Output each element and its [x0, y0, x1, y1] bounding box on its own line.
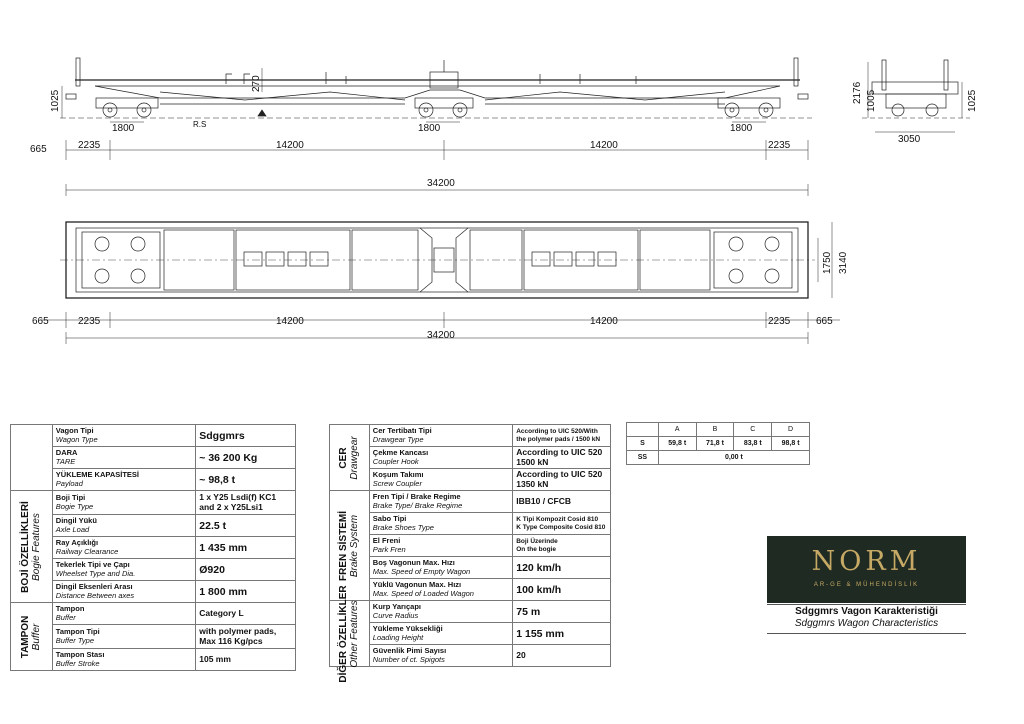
brake-type-value: IBB10 / CFCB: [513, 491, 611, 513]
wagon-type-label-en: Wagon Type: [55, 434, 98, 444]
dim-14200-top-right: 14200: [590, 316, 618, 327]
top-view: [40, 222, 840, 344]
drawgear-type-label-tr: Cer Tertibatı Tipi: [372, 426, 432, 435]
load-header-a: A: [658, 423, 696, 437]
screw-coupler-label-en: Screw Coupler: [372, 478, 422, 488]
coupler-hook-label-en: Coupler Hook: [372, 456, 419, 466]
buffer-type-value: with polymer pads, Max 116 Kg/pcs: [196, 625, 296, 649]
load-header-d: D: [772, 423, 810, 437]
buffer-section-header: TAMPON Buffer: [11, 603, 53, 671]
buffer-stroke-value: 105 mm: [196, 649, 296, 671]
dim-2176-end: 2176: [852, 81, 863, 104]
wagon-characteristics-title: [767, 606, 966, 630]
brake-type-label-tr: Fren Tipi / Brake Regime: [372, 492, 461, 501]
spigots-label-en: Number of ct. Spigots: [372, 654, 445, 664]
title-en: Sdggmrs Wagon Characteristics: [794, 618, 939, 629]
tare-value: ~ 36 200 Kg: [196, 447, 296, 469]
dim-1025-side: 1025: [50, 89, 61, 112]
logo-name: NORM: [811, 546, 922, 577]
loading-height-label-en: Loading Height: [372, 632, 424, 642]
brake-shoes-label-en: Brake Shoes Type: [372, 522, 434, 532]
bogie-type-label-en: Bogie Type: [55, 501, 94, 511]
load-s-d: 98,8 t: [772, 437, 810, 451]
dim-14200-side-right: 14200: [590, 140, 618, 151]
axle-distance-value: 1 800 mm: [196, 581, 296, 603]
dim-665-top-right: 665: [816, 316, 833, 327]
dim-34200-top: 34200: [427, 330, 455, 341]
load-row-ss-label: SS: [627, 451, 659, 465]
spigots-label-tr: Güvenlik Pimi Sayısı: [372, 646, 447, 655]
load-ss-value: 0,00 t: [658, 451, 809, 465]
curve-radius-label-tr: Kurp Yarıçapı: [372, 602, 421, 611]
norm-logo: [767, 536, 966, 603]
drawgear-type-value: According to UIC 520/With the polymer pads / 1500 kN: [513, 425, 611, 447]
logo-tagline: AR-GE & MÜHENDİSLİK: [813, 582, 920, 588]
dim-2235-top-right: 2235: [768, 316, 791, 327]
buffer-label-tr: Tampon: [55, 604, 85, 613]
dim-1005-end: 1005: [866, 89, 877, 112]
brake-type-label-en: Brake Type/ Brake Regime: [372, 500, 463, 510]
load-header-blank: [627, 423, 659, 437]
wheelset-label-en: Wheelset Type and Dia.: [55, 568, 136, 578]
loaded-speed-label-en: Max. Speed of Loaded Wagon: [372, 588, 474, 598]
bogie-type-value: 1 x Y25 Lsdi(f) KC1 and 2 x Y25Lsi1: [196, 491, 296, 515]
rail-clearance-label-en: Railway Clearance: [55, 546, 119, 556]
end-view: [862, 60, 970, 132]
dim-1800-left: 1800: [112, 123, 135, 134]
spigots-value: 20: [513, 645, 611, 667]
coupler-hook-value: According to UIC 520 1500 kN: [513, 447, 611, 469]
curve-radius-value: 75 m: [513, 601, 611, 623]
title-tr: Sdggmrs Vagon Karakteristiği: [795, 606, 938, 617]
empty-speed-value: 120 km/h: [513, 557, 611, 579]
rail-clearance-label-tr: Ray Açıklığı: [55, 538, 99, 547]
dim-1025-end: 1025: [967, 89, 978, 112]
dim-1800-middle: 1800: [418, 123, 441, 134]
dim-34200-side: 34200: [427, 178, 455, 189]
dim-14200-top-left: 14200: [276, 316, 304, 327]
dim-270: 270: [251, 75, 262, 92]
buffer-value: Category L: [196, 603, 296, 625]
buffer-stroke-label-tr: Tampon Stası: [55, 650, 105, 659]
load-s-a: 59,8 t: [658, 437, 696, 451]
bogie-type-label-tr: Boji Tipi: [55, 493, 86, 502]
load-header-b: B: [696, 423, 734, 437]
park-brake-label-en: Park Fren: [372, 544, 406, 554]
axle-distance-label-en: Distance Between axes: [55, 590, 135, 600]
tare-label-tr: DARA: [55, 448, 78, 457]
dim-1750-top: 1750: [822, 251, 833, 274]
axle-distance-label-tr: Dingil Eksenleri Arası: [55, 582, 133, 591]
title-rule-bottom: [767, 633, 966, 634]
load-table: [626, 422, 810, 465]
rs-label: R.S: [193, 120, 207, 129]
bogie-left: [96, 98, 158, 117]
brake-shoes-label-tr: Sabo Tipi: [372, 514, 407, 523]
bogie-right: [718, 98, 780, 117]
axle-load-label-en: Axle Load: [55, 524, 90, 534]
wheelset-value: Ø920: [196, 559, 296, 581]
payload-label-tr: YÜKLEME KAPASİTESİ: [55, 470, 139, 479]
curve-radius-label-en: Curve Radius: [372, 610, 419, 620]
dim-3050-end: 3050: [898, 134, 921, 145]
payload-value: ~ 98,8 t: [196, 469, 296, 491]
rail-clearance-value: 1 435 mm: [196, 537, 296, 559]
other-section-header: DİĞER ÖZELLİKLER Other Features: [330, 601, 370, 667]
load-header-c: C: [734, 423, 772, 437]
buffer-type-label-en: Buffer Type: [55, 635, 95, 645]
wheelset-label-tr: Tekerlek Tipi ve Çapı: [55, 560, 130, 569]
loading-height-label-tr: Yükleme Yüksekliği: [372, 624, 443, 633]
loading-height-value: 1 155 mm: [513, 623, 611, 645]
dim-665-top-left: 665: [32, 316, 49, 327]
bogie-middle: [415, 98, 473, 117]
coupler-hook-label-tr: Çekme Kancası: [372, 448, 429, 457]
screw-coupler-value: According to UIC 520 1350 kN: [513, 469, 611, 491]
axle-load-value: 22.5 t: [196, 515, 296, 537]
park-brake-value: Boji Üzerinde On the bogie: [513, 535, 611, 557]
drawgear-section-header: CER Drawgear: [330, 425, 370, 491]
empty-speed-label-en: Max. Speed of Empty Wagon: [372, 566, 471, 576]
park-brake-label-tr: El Freni: [372, 536, 401, 545]
payload-label-en: Payload: [55, 478, 83, 488]
spec-left-blank: [11, 425, 53, 491]
dim-2235-side-right: 2235: [768, 140, 791, 151]
buffer-stroke-label-en: Buffer Stroke: [55, 658, 100, 668]
bogie-section-header: BOJİ ÖZELLİKLERİ Bogie Features: [11, 491, 53, 603]
loaded-speed-value: 100 km/h: [513, 579, 611, 601]
spec-table-middle: [329, 424, 611, 683]
loaded-speed-label-tr: Yüklü Vagonun Max. Hızı: [372, 580, 462, 589]
load-s-c: 83,8 t: [734, 437, 772, 451]
dim-14200-side-left: 14200: [276, 140, 304, 151]
spec-table-left: [10, 424, 296, 671]
drawgear-type-label-en: Drawgear Type: [372, 434, 424, 444]
load-row-s-label: S: [627, 437, 659, 451]
buffer-type-label-tr: Tampon Tipi: [55, 627, 100, 636]
dim-665-side: 665: [30, 144, 47, 155]
dim-1800-right: 1800: [730, 123, 753, 134]
buffer-label-en: Buffer: [55, 612, 76, 622]
brake-shoes-value: K Tipi Kompozit Cosid 810 K Type Composite Cosid 810: [513, 513, 611, 535]
empty-speed-label-tr: Boş Vagonun Max. Hızı: [372, 558, 455, 567]
title-rule-top: [767, 604, 966, 605]
dim-3140-top: 3140: [838, 251, 849, 274]
wagon-type-label-tr: Vagon Tipi: [55, 426, 94, 435]
dim-2235-side-left: 2235: [78, 140, 101, 151]
brake-section-header: FREN SİSTEMİ Brake System: [330, 491, 370, 601]
tare-label-en: TARE: [55, 456, 76, 466]
dim-2235-top-left: 2235: [78, 316, 101, 327]
wagon-type-value: Sdggmrs: [196, 425, 296, 447]
axle-load-label-tr: Dingil Yükü: [55, 516, 97, 525]
screw-coupler-label-tr: Koşum Takımı: [372, 470, 424, 479]
load-s-b: 71,8 t: [696, 437, 734, 451]
